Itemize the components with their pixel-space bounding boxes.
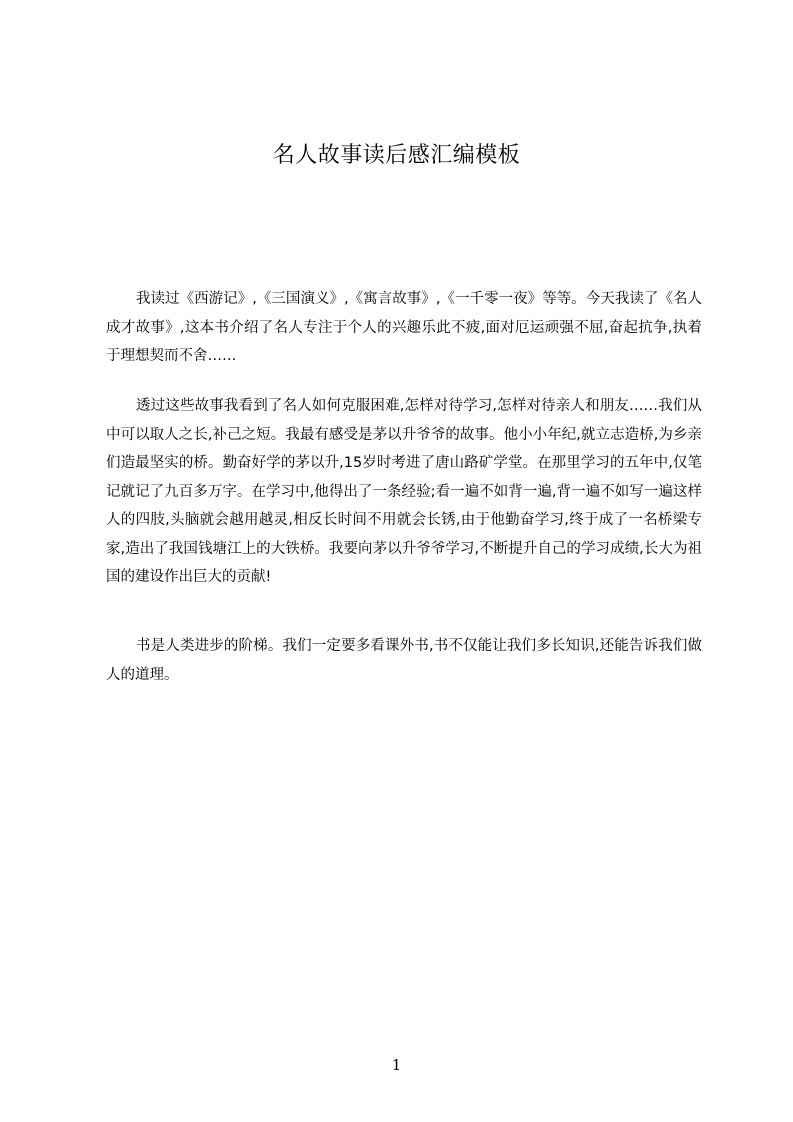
paragraph-2: 透过这些故事我看到了名人如何克服困难,怎样对待学习,怎样对待亲人和朋友……我们从中可以取人之长,补己之短。我最有感受是茅以升爷爷的故事。他小小年纪,就立志造桥,为乡亲们造最坚实的桥。勤奋好学的茅以升,15岁时考进了唐山路矿学堂。在那里学习的五年中,仅笔记就记了九百多万字。在学习中,他得出了一条经验;看一遍不如背一遍,背一遍不如写一遍这样人的四肢,头脑就会越用越灵,相反长时间不用就会长锈,由于他勤奋学习,终于成了一名桥梁专家,造出了我国钱塘江上的大铁桥。我要向茅以升爷爷学习,不断提升自己的学习成绩,长大为祖国的建设作出巨大的贡献! bbox=[106, 398, 702, 585]
paragraph-3: 书是人类进步的阶梯。我们一定要多看课外书,书不仅能让我们多长知识,还能告诉我们做人的道理。 bbox=[106, 638, 702, 683]
page-number: 1 bbox=[391, 1056, 402, 1074]
paragraph-1: 我读过《西游记》,《三国演义》,《寓言故事》,《一千零一夜》等等。今天我读了《名人成才故事》,这本书介绍了名人专注于个人的兴趣乐此不疲,面对厄运顽强不屈,奋起抗争,执着于理想契而不舍…… bbox=[106, 291, 702, 364]
document-title: 名人故事读后感汇编模板 bbox=[272, 143, 521, 168]
